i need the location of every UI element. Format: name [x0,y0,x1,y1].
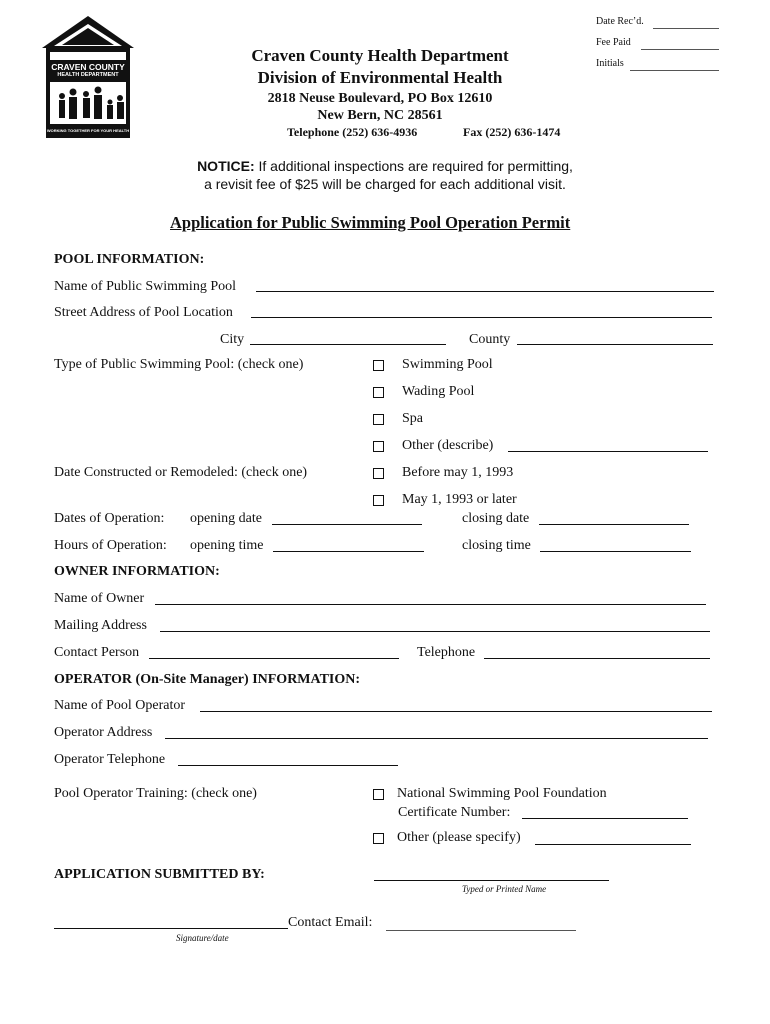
pool-name-label: Name of Public Swimming Pool [54,279,236,294]
operator-telephone-field[interactable] [178,765,398,766]
printed-name-caption: Typed or Printed Name [462,884,547,894]
operator-address-label: Operator Address [54,725,153,740]
training-nspf-label: National Swimming Pool Foundation [397,786,607,801]
date-after-1993-label: May 1, 1993 or later [402,492,517,507]
training-other-checkbox[interactable] [373,833,384,844]
notice-line2: a revisit fee of $25 will be charged for each additional visit. [204,176,566,192]
pool-type-other-label: Other (describe) [402,438,494,453]
pool-type-other-checkbox[interactable] [373,441,384,452]
fee-paid-label: Fee Paid [596,37,631,48]
notice-line1 [150,158,620,174]
submitted-by-heading: APPLICATION SUBMITTED BY: [54,867,265,882]
owner-telephone-label: Telephone [417,645,476,660]
pool-type-label: Type of Public Swimming Pool: (check one) [54,357,304,372]
city-label: City [220,332,245,347]
operator-telephone-label: Operator Telephone [54,752,166,767]
logo-org-line2: HEALTH DEPARTMENT [57,72,119,78]
pool-type-wading-label: Wading Pool [402,384,475,399]
logo-org-line1: CRAVEN COUNTY [51,62,125,72]
closing-date-field[interactable] [539,524,689,525]
date-received-label: Date Rec’d. [596,16,644,27]
contact-person-label: Contact Person [54,645,140,660]
signature-caption: Signature/date [176,933,229,943]
closing-date-label: closing date [462,511,530,526]
health-department-logo [40,14,136,142]
pool-info-heading: POOL INFORMATION: [54,252,205,267]
contact-email-field[interactable] [386,930,576,931]
operator-name-field[interactable] [200,711,712,712]
opening-date-label: opening date [190,511,262,526]
header-address1: 2818 Neuse Boulevard, PO Box 12610 [267,91,493,106]
street-address-label: Street Address of Pool Location [54,305,233,320]
owner-name-label: Name of Owner [54,591,145,606]
notice-text1: If additional inspections are required for permitting, [258,158,573,174]
form-title: Application for Public Swimming Pool Operation Permit [170,213,571,232]
printed-name-field[interactable] [374,880,609,881]
initials-field[interactable] [630,70,719,71]
certificate-number-field[interactable] [522,818,688,819]
training-other-label: Other (please specify) [397,830,521,845]
mailing-address-label: Mailing Address [54,618,147,633]
header-telephone: Telephone (252) 636-4936 [287,125,418,139]
date-before-1993-label: Before may 1, 1993 [402,465,514,480]
header-org-name: Craven County Health Department [251,46,509,65]
date-before-1993-checkbox[interactable] [373,468,384,479]
pool-type-spa-label: Spa [402,411,423,426]
operator-address-field[interactable] [165,738,708,739]
initials-label: Initials [596,58,624,69]
owner-info-heading: OWNER INFORMATION: [54,564,220,579]
logo-tagline: WORKING TOGETHER FOR YOUR HEALTH [46,128,130,133]
contact-person-field[interactable] [149,658,399,659]
owner-name-field[interactable] [155,604,706,605]
county-label: County [469,332,511,347]
pool-type-swimming-label: Swimming Pool [402,357,493,372]
opening-date-field[interactable] [272,524,422,525]
county-field[interactable] [517,344,713,345]
training-other-field[interactable] [535,844,691,845]
closing-time-field[interactable] [540,551,691,552]
fee-paid-field[interactable] [641,49,719,50]
street-address-field[interactable] [251,317,712,318]
opening-time-field[interactable] [273,551,424,552]
city-field[interactable] [250,344,446,345]
notice-label: NOTICE: [197,158,255,174]
date-received-field[interactable] [653,28,719,29]
header-fax: Fax (252) 636-1474 [463,125,561,139]
pool-name-field[interactable] [256,291,714,292]
owner-telephone-field[interactable] [484,658,710,659]
training-label: Pool Operator Training: (check one) [54,786,257,801]
dates-operation-label: Dates of Operation: [54,511,165,526]
mailing-address-field[interactable] [160,631,710,632]
training-nspf-checkbox[interactable] [373,789,384,800]
pool-type-other-field[interactable] [508,451,708,452]
certificate-number-label: Certificate Number: [398,805,511,820]
date-constructed-label: Date Constructed or Remodeled: (check one) [54,465,308,480]
pool-type-wading-checkbox[interactable] [373,387,384,398]
operator-info-heading: OPERATOR (On-Site Manager) INFORMATION: [54,672,361,687]
pool-type-spa-checkbox[interactable] [373,414,384,425]
date-after-1993-checkbox[interactable] [373,495,384,506]
opening-time-label: opening time [190,538,264,553]
pool-type-swimming-checkbox[interactable] [373,360,384,371]
header-address2: New Bern, NC 28561 [317,108,443,123]
closing-time-label: closing time [462,538,531,553]
operator-name-label: Name of Pool Operator [54,698,186,713]
contact-email-label: Contact Email: [288,915,373,930]
header-division: Division of Environmental Health [257,68,503,87]
signature-field[interactable] [54,928,288,929]
hours-operation-label: Hours of Operation: [54,538,167,553]
